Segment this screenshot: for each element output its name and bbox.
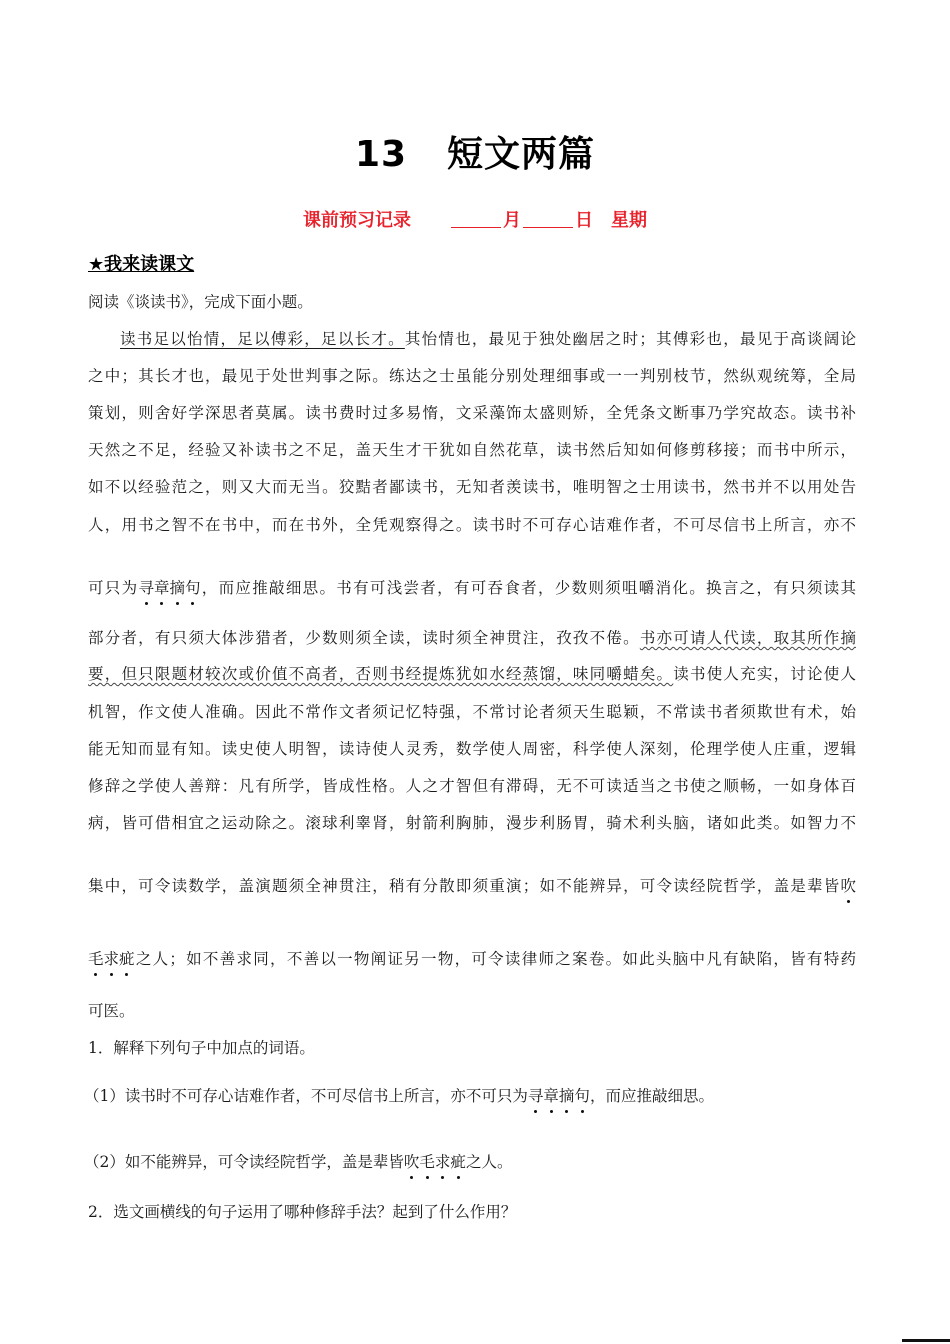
- lesson-number: 13: [354, 134, 408, 175]
- passage-text: 之人；如不善求同，不善以一物阐证另一物，可令读律师之案卷。如此头脑中凡有缺陷，皆有特药: [134, 950, 856, 968]
- dotted-char: 句: [185, 576, 201, 598]
- passage-line: 之中；其长才也，最见于处世判事之际。练达之士虽能分别处理细事或一一判别枝节，然纵观统筹，全局: [88, 367, 856, 385]
- wavy-underlined-text: 书亦可请人代读，取其所作摘: [639, 629, 856, 647]
- passage-text: ，而应推敲细思。书有可浅尝者，有可吞食者，少数则须咀嚼消化。换言之，有只须读其: [200, 579, 856, 597]
- day-label: 日: [575, 210, 593, 231]
- preview-label: 课前预习记录: [303, 210, 411, 231]
- weekday-label: 星期: [611, 210, 647, 231]
- passage-text: 其怡情也，最见于独处幽居之时；其傅彩也，最见于高谈阔论: [404, 330, 856, 348]
- wavy-underlined-text: 要，但只限题材较次或价值不高者，否则书经提炼犹如水经蒸馏，味同嚼蜡矣。: [88, 665, 674, 683]
- question-text: （2）如不能辨异，可令读经院哲学，盖是辈皆: [84, 1153, 404, 1171]
- passage-line: 机智，作文使人准确。因此不常作文者须记忆特强，不常讨论者须天生聪颖，不常读书者须欺世有术，始: [88, 703, 856, 721]
- passage-line: 策划，则舍好学深思者莫属。读书费时过多易惰，文采藻饰太盛则矫，全凭条文断事乃学究故态。读书补: [88, 404, 856, 422]
- dotted-char: 章: [154, 576, 170, 598]
- dotted-char: 吹: [840, 874, 856, 896]
- dotted-char: 疵: [450, 1150, 466, 1172]
- passage-line: 病，皆可借相宜之运动除之。滚球利睾肾，射箭利胸肺，漫步利肠胃，骑术利头脑，诸如此类。如智力不: [88, 814, 856, 832]
- passage-line: 人，用书之智不在书中，而在书外，全凭观察得之。读书时不可存心诘难作者，不可尽信书上所言，亦不: [88, 516, 856, 534]
- dotted-char: 寻: [138, 576, 154, 598]
- question-1-2: [84, 1150, 512, 1172]
- passage-line: 修辞之学使人善辩：凡有所学，皆成性格。人之才智但有滞碍，无不可读适当之书使之顺畅，一如身体百: [88, 777, 856, 795]
- passage-line: 可医。: [88, 1002, 135, 1020]
- dotted-char: 毛: [419, 1150, 435, 1172]
- passage-text: 部分者，有只须大体涉猎者，少数则须全读，读时须全神贯注，孜孜不倦。: [88, 629, 640, 647]
- passage-line: [88, 947, 856, 969]
- passage-line: 天然之不足，经验又补读书之不足，盖天生才干犹如自然花草，读书然后知如何修剪移接；而书中所示，: [88, 441, 856, 459]
- passage-line: [88, 662, 856, 684]
- month-label: 月: [503, 210, 521, 231]
- dotted-char: 摘: [559, 1084, 575, 1106]
- section-heading: ★我来读课文: [88, 254, 195, 275]
- passage-text: 可只为: [88, 579, 139, 597]
- page-corner-rule: [902, 1339, 950, 1342]
- question-text: 之人。: [465, 1153, 513, 1171]
- page-title: [0, 126, 950, 177]
- question-1: 1．解释下列句子中加点的词语。: [88, 1039, 315, 1057]
- question-2: 2．选文画横线的句子运用了哪种修辞手法？起到了什么作用？: [88, 1203, 517, 1221]
- dotted-char: 句: [574, 1084, 590, 1106]
- question-text: ，而应推敲细思。: [589, 1087, 714, 1105]
- passage-line: [88, 874, 856, 896]
- day-blank[interactable]: [523, 209, 573, 228]
- dotted-char: 寻: [528, 1084, 544, 1106]
- month-blank[interactable]: [451, 209, 501, 228]
- underlined-sentence: 读书足以怡情，足以傅彩，足以长才。: [120, 330, 405, 348]
- dotted-char: 章: [543, 1084, 559, 1106]
- passage-line: [88, 626, 856, 648]
- dotted-char: 摘: [169, 576, 185, 598]
- question-1-1: [84, 1084, 714, 1106]
- passage-line: [88, 576, 856, 598]
- passage-line: [120, 327, 856, 349]
- preview-record-line: [0, 206, 950, 232]
- passage-line: 如不以经验范之，则又大而无当。狡黠者鄙读书，无知者羡读书，唯明智之士用读书，然书并不以用处告: [88, 478, 856, 496]
- dotted-char: 吹: [404, 1150, 420, 1172]
- lesson-title: 短文两篇: [447, 134, 596, 175]
- dotted-char: 毛: [88, 947, 104, 969]
- passage-text: 集中，可令读数学，盖演题须全神贯注，稍有分散即须重演；如不能辨异，可令读经院哲学，盖是辈皆: [88, 877, 841, 895]
- dotted-char: 疵: [119, 947, 135, 969]
- dotted-char: 求: [104, 947, 120, 969]
- dotted-char: 求: [435, 1150, 451, 1172]
- question-text: （1）读书时不可存心诘难作者，不可尽信书上所言，亦不可只为: [84, 1087, 528, 1105]
- passage-text: 读书使人充实，讨论使人: [673, 665, 856, 683]
- instruction: 阅读《谈读书》，完成下面小题。: [88, 293, 313, 311]
- passage-line: 能无知而显有知。读史使人明智，读诗使人灵秀，数学使人周密，科学使人深刻，伦理学使人庄重，逻辑: [88, 740, 856, 758]
